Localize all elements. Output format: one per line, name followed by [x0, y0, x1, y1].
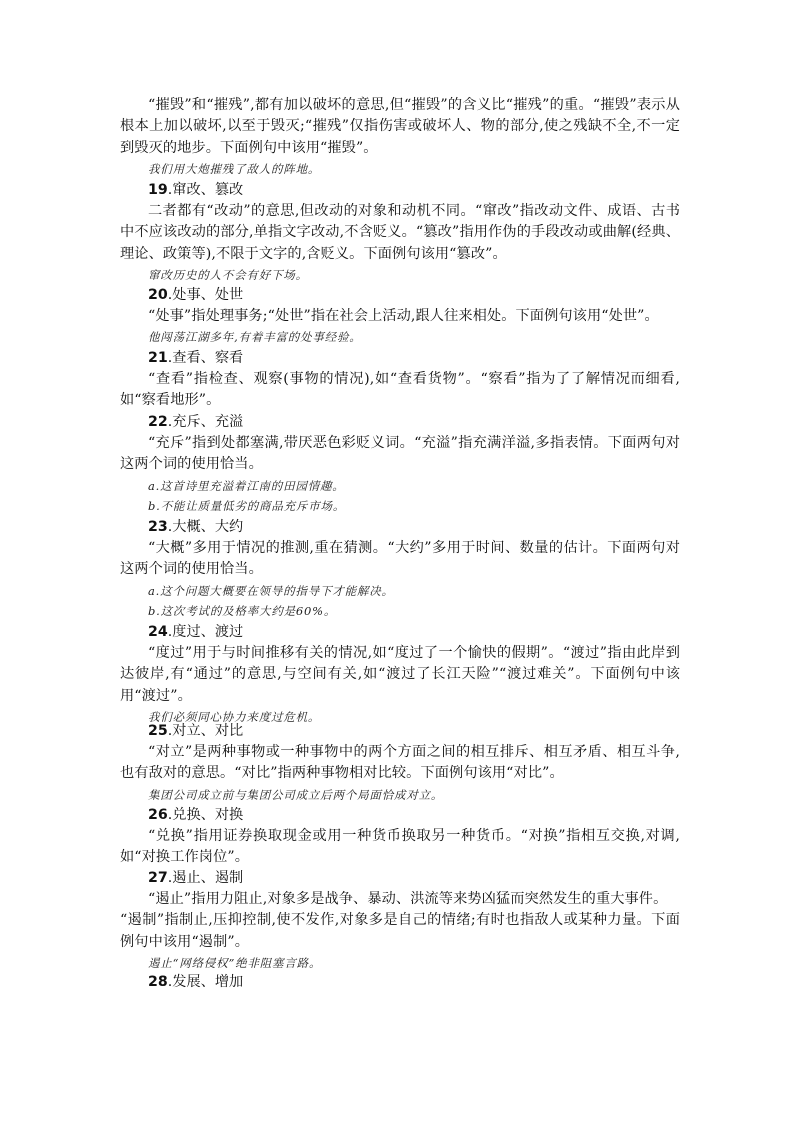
entry-28-block — [120, 972, 680, 993]
entry-heading — [120, 412, 680, 433]
entry-heading — [120, 868, 680, 889]
entry-number: 22 — [148, 414, 168, 430]
example-sentence: a.这个问题大概要在领导的指导下才能解决。 — [148, 583, 394, 598]
example-sentence: 窜改历史的人不会有好下场。 — [148, 268, 308, 283]
entry-25-block — [120, 721, 680, 805]
entry-paragraph: “摧毁”和“摧残”,都有加以破坏的意思,但“摧毁”的含义比“摧残”的重。“摧毁”表示从根本上加以破坏,以至于毁灭;“摧残”仅指伤害或破坏人、物的部分,使之残缺不全,不一定到毁灭的地步。下面例句中该用“摧毁”。 — [120, 97, 680, 156]
entry-number: 28 — [148, 974, 168, 990]
example-sentence: 我们必须同心协力来度过危机。 — [148, 710, 321, 725]
entry-number: 27 — [148, 870, 168, 886]
entry-heading — [120, 180, 680, 201]
entry-23-block — [120, 517, 680, 621]
entry-number: 23 — [148, 519, 168, 535]
entry-title: .遏止、遏制 — [167, 870, 244, 886]
entry-paragraph: “充斥”指到处都塞满,带厌恶色彩贬义词。“充溢”指充满洋溢,多指表情。下面两句对这两个词的使用恰当。 — [120, 435, 680, 473]
entry-24-block — [120, 622, 680, 727]
entry-18-block — [120, 95, 680, 179]
entry-number: 21 — [148, 350, 168, 366]
example-sentence: 他闯荡江湖多年,有着丰富的处事经验。 — [148, 330, 362, 345]
entry-heading — [120, 972, 680, 993]
entry-paragraph: “兑换”指用证券换取现金或用一种货币换取另一种货币。“对换”指相互交换,对调,如“对换工作岗位”。 — [120, 828, 680, 866]
entry-heading — [120, 622, 680, 643]
entry-26-block — [120, 805, 680, 869]
entry-title: .处事、处世 — [167, 287, 244, 303]
entry-paragraph: 二者都有“改动”的意思,但改动的对象和动机不同。“窜改”指改动文件、成语、古书中不应该改动的部分,单指文字改动,不含贬义。“篡改”指用作伪的手段改动或曲解(经典、理论、政策等),不限于文字的,含贬义。下面例句该用“篡改”。 — [120, 203, 680, 262]
entry-21-block — [120, 348, 680, 412]
entry-22-block — [120, 412, 680, 516]
entry-27-block — [120, 868, 680, 973]
entry-heading — [120, 721, 680, 742]
entry-number: 24 — [148, 624, 168, 640]
entry-paragraph: “处事”指处理事务;“处世”指在社会上活动,跟人往来相处。下面例句该用“处世”。 — [148, 308, 659, 324]
entry-title: .查看、察看 — [167, 350, 244, 366]
example-sentence: 我们用大炮摧残了敌人的阵地。 — [148, 162, 321, 177]
example-sentence: 遏止“网络侵权”绝非阻塞言路。 — [148, 956, 322, 971]
entry-paragraph: “大概”多用于情况的推测,重在猜测。“大约”多用于时间、数量的估计。下面两句对这两个词的使用恰当。 — [120, 540, 680, 578]
entry-paragraph: “遏制”指制止,压抑控制,使不发作,对象多是自己的情绪;有时也指敌人或某种力量。下面例句中该用“遏制”。 — [120, 912, 680, 950]
entry-number: 26 — [148, 807, 168, 823]
entry-title: .发展、增加 — [167, 974, 244, 990]
example-sentence: b.这次考试的及格率大约是60%。 — [148, 603, 337, 618]
entry-title: .度过、渡过 — [167, 624, 244, 640]
entry-title: .大概、大约 — [167, 519, 244, 535]
example-sentence: b.不能让质量低劣的商品充斥市场。 — [148, 498, 346, 513]
entry-number: 25 — [148, 723, 168, 739]
entry-heading — [120, 348, 680, 369]
entry-title: .对立、对比 — [167, 723, 244, 739]
entry-paragraph: “查看”指检查、观察(事物的情况),如“查看货物”。“察看”指为了了解情况而细看,如“察看地形”。 — [120, 371, 680, 409]
entry-20-block — [120, 285, 680, 347]
example-sentence: a.这首诗里充溢着江南的田园情趣。 — [148, 478, 345, 493]
entry-number: 19 — [148, 182, 168, 198]
entry-19-block — [120, 180, 680, 285]
example-sentence: 集团公司成立前与集团公司成立后两个局面恰成对立。 — [148, 787, 444, 802]
entry-paragraph: “遏止”指用力阻止,对象多是战争、暴动、洪流等来势凶猛而突然发生的重大事件。 — [148, 891, 668, 907]
entry-title: .窜改、篡改 — [167, 182, 244, 198]
entry-heading — [120, 517, 680, 538]
entry-title: .兑换、对换 — [167, 807, 244, 823]
entry-title: .充斥、充溢 — [167, 414, 244, 430]
entry-number: 20 — [148, 287, 168, 303]
entry-heading — [120, 285, 680, 306]
entry-paragraph: “对立”是两种事物或一种事物中的两个方面之间的相互排斥、相互矛盾、相互斗争,也有敌对的意思。“对比”指两种事物相对比较。下面例句该用“对比”。 — [120, 744, 680, 782]
entry-heading — [120, 805, 680, 826]
entry-paragraph: “度过”用于与时间推移有关的情况,如“度过了一个愉快的假期”。“渡过”指由此岸到达彼岸,有“通过”的意思,与空间有关,如“渡过了长江天险”“渡过难关”。下面例句中该用“渡过”。 — [120, 645, 680, 704]
